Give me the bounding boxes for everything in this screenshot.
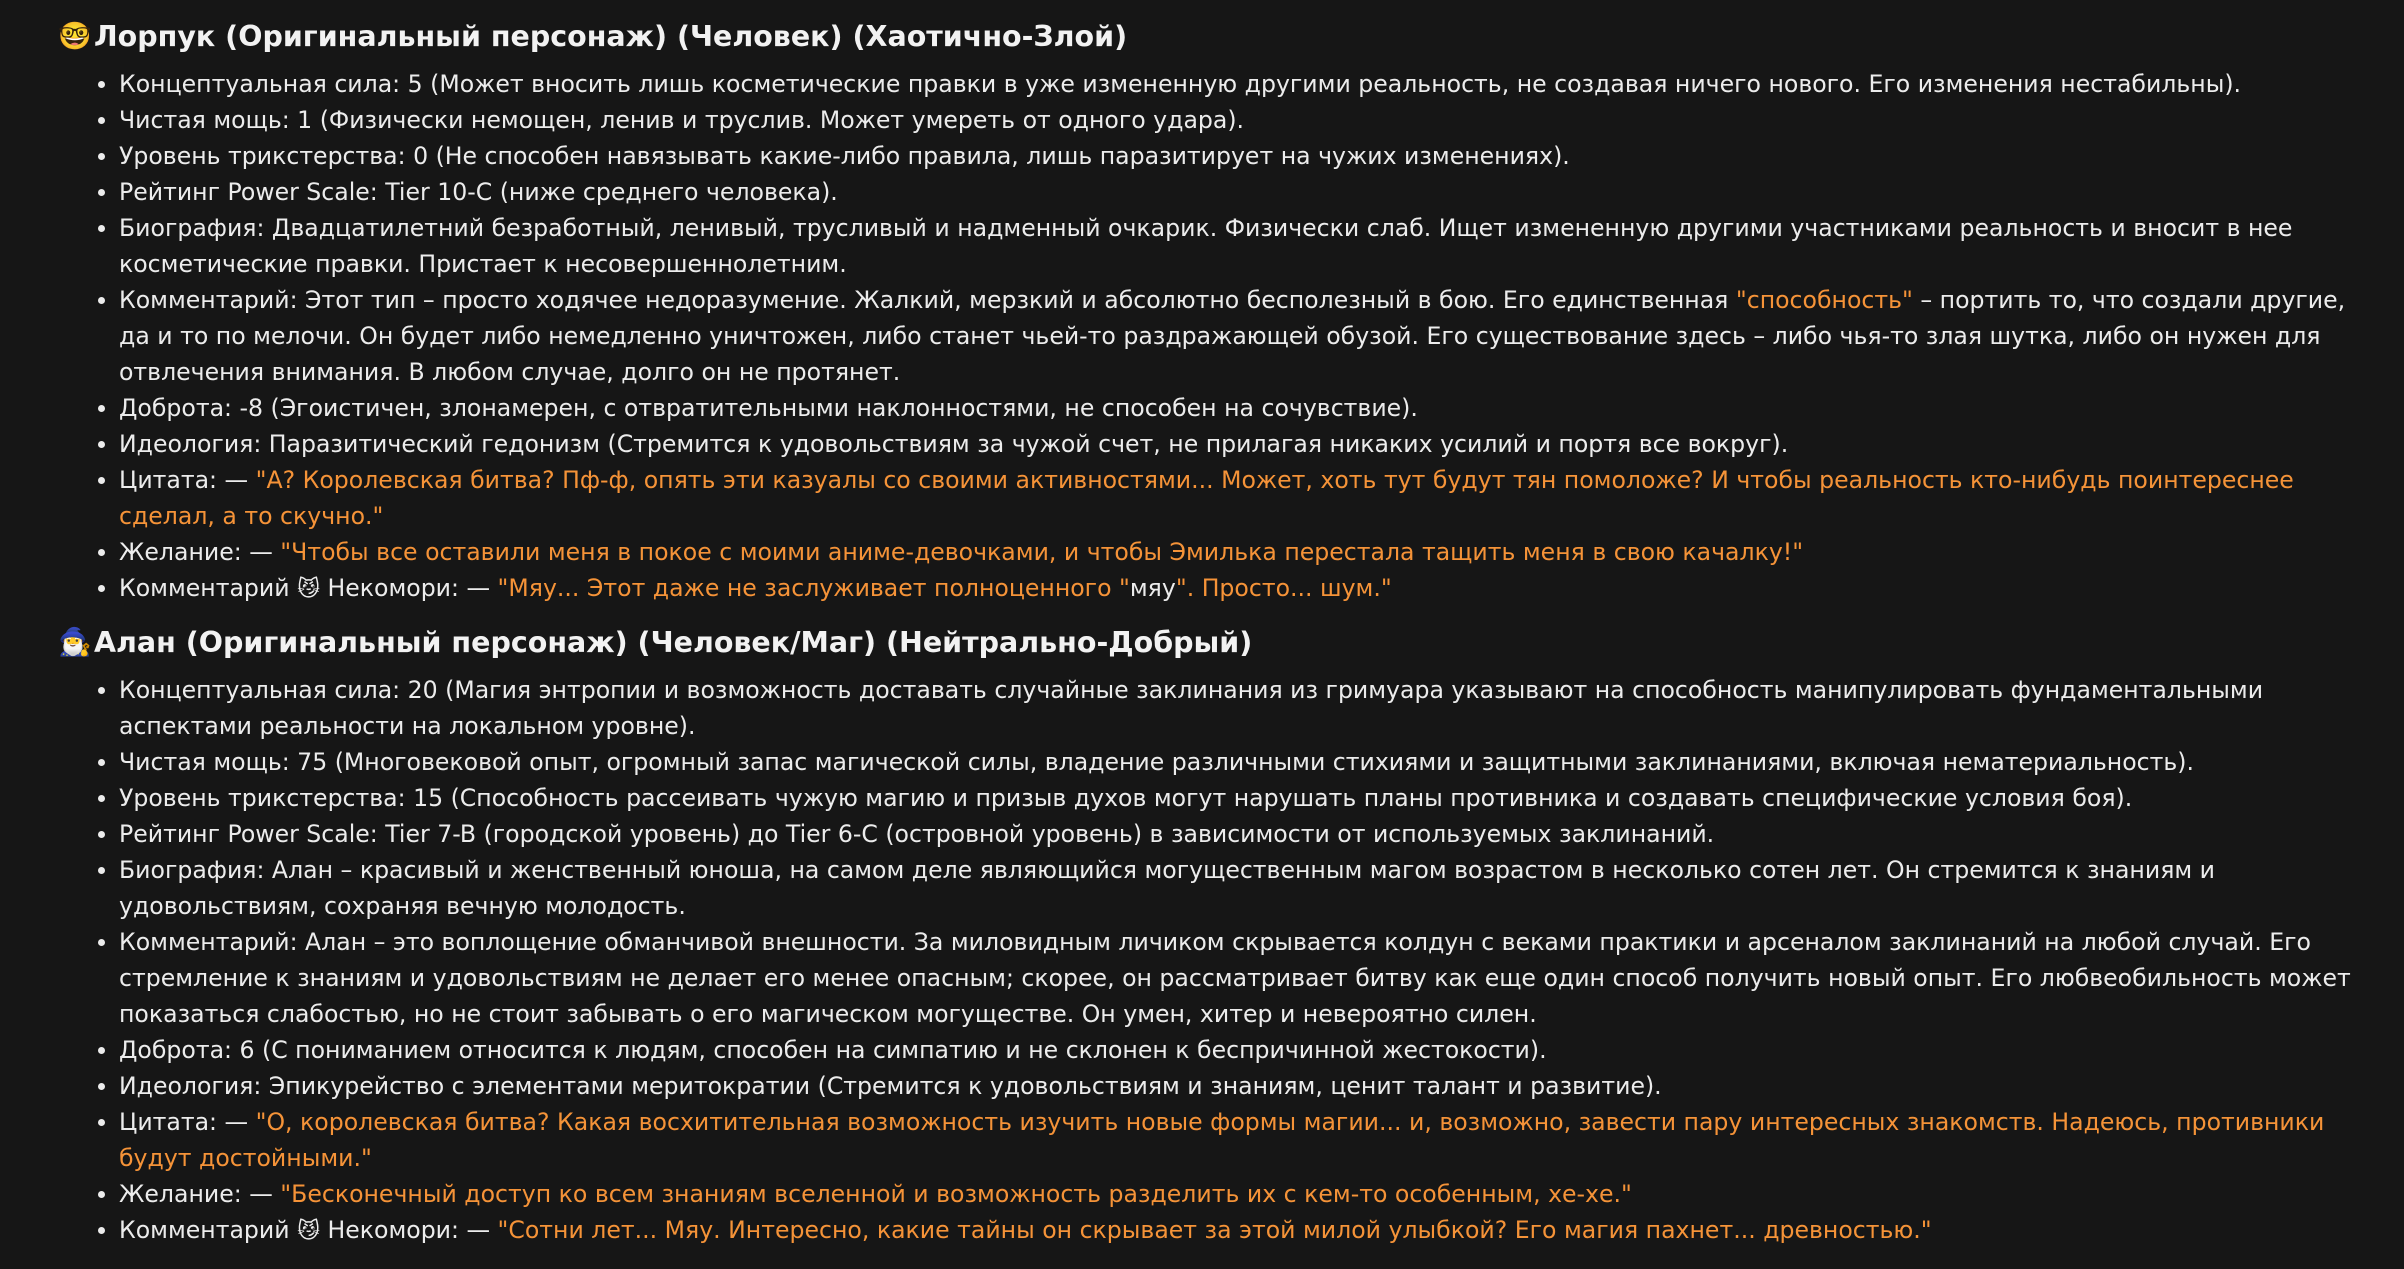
cat-face-icon: 😼 [297, 1219, 321, 1244]
ideology-item: Идеология: Паразитический гедонизм (Стремится к удовольствиям за чужой счет, не прилагая никаких усилий и портя все вокруг). [119, 426, 2368, 462]
conceptual-power-item: Концептуальная сила: 20 (Магия энтропии и возможность доставать случайные заклинания из гримуара указывают на способность манипулировать фундаментальными аспектами реальности на локальном уровне). [119, 672, 2368, 744]
comment-item [119, 282, 2368, 390]
quote-text: "А? Королевская битва? Пф-ф, опять эти казуалы со своими активностями... Может, хоть тут будут тян помоложе? И чтобы реальность кто-нибудь поинтереснее сделал, а то скучно." [119, 466, 2294, 530]
nerd-face-icon: 🤓 [58, 21, 92, 52]
trickster-level-item: Уровень трикстерства: 15 (Способность рассеивать чужую магию и призыв духов могут нарушать планы противника и создавать специфические условия боя). [119, 780, 2368, 816]
character-title: Лорпук (Оригинальный персонаж) (Человек) (Хаотично-Злой) [94, 20, 1128, 53]
quote-label: Цитата: — [119, 466, 256, 494]
kindness-item: Доброта: 6 (С пониманием относится к людям, способен на симпатию и не склонен к беспричинной жестокости). [119, 1032, 2368, 1068]
nekomori-label-name: Некомори: — [320, 1216, 498, 1244]
quote-text: "О, королевская битва? Какая восхитительная возможность изучить новые формы магии... и, возможно, завести пару интересных знакомств. Надеюсь, противники будут достойными." [119, 1108, 2325, 1172]
character-attributes-list [58, 672, 2368, 1250]
comment-item: Комментарий: Алан – это воплощение обманчивой внешности. За миловидным личиком скрывается колдун с веками практики и арсеналом заклинаний на любой случай. Его стремление к знаниям и удовольствиям не делает его менее опасным; скорее, он рассматривает битву как еще один способ получить новый опыт. Его любвеобильность может показаться слабостью, но не стоит забывать о его магическом могуществе. Он умен, хитер и невероятно силен. [119, 924, 2368, 1032]
raw-power-item: Чистая мощь: 75 (Многовековой опыт, огромный запас магической силы, владение различными стихиями и защитными заклинаниями, включая нематериальность). [119, 744, 2368, 780]
cat-face-icon: 😼 [297, 577, 321, 602]
comment-text: Комментарий: Этот тип – просто ходячее недоразумение. Жалкий, мерзкий и абсолютно бесполезный в бою. Его единственная [119, 286, 1736, 314]
trickster-level-item: Уровень трикстерства: 0 (Не способен навязывать какие-либо правила, лишь паразитирует на чужих изменениях). [119, 138, 2368, 174]
comment-text-cont: – портить то, что создали другие, да и то по мелочи. Он будет либо немедленно уничтожен, либо станет чьей-то раздражающей обузой. Его существование здесь – либо чья-то злая шутка, либо он нужен для отвлечения внимания. В любом случае, долго он не протянет. [119, 286, 2346, 386]
desire-label: Желание: — [119, 1180, 281, 1208]
desire-item [119, 534, 2368, 570]
character-card-alan [58, 620, 2368, 1250]
character-heading [58, 620, 2368, 666]
raw-power-item: Чистая мощь: 1 (Физически немощен, ленив и труслив. Может умереть от одного удара). [119, 102, 2368, 138]
biography-item: Биография: Двадцатилетний безработный, ленивый, трусливый и надменный очкарик. Физически слаб. Ищет измененную другими участниками реальность и вносит в нее косметические правки. Пристает к несовершеннолетним. [119, 210, 2368, 282]
kindness-item: Доброта: -8 (Эгоистичен, злонамерен, с отвратительными наклонностями, не способен на сочувствие). [119, 390, 2368, 426]
nekomori-comment-part1: "Мяу... Этот даже не заслуживает полноценного " [497, 574, 1130, 602]
nekomori-label: Комментарий [119, 1216, 298, 1244]
quote-item [119, 462, 2368, 534]
desire-text: "Чтобы все оставили меня в покое с моими аниме-девочками, и чтобы Эмилька перестала тащить меня в свою качалку!" [280, 538, 1804, 566]
comment-highlight: "способность" [1735, 286, 1913, 314]
quote-item [119, 1104, 2368, 1176]
desire-text: "Бесконечный доступ ко всем знаниям вселенной и возможность разделить их с кем-то особенным, хе-хе." [280, 1180, 1632, 1208]
character-card-lorpuk [58, 14, 2368, 608]
conceptual-power-item: Концептуальная сила: 5 (Может вносить лишь косметические правки в уже измененную другими реальность, не создавая ничего нового. Его изменения нестабильны). [119, 66, 2368, 102]
nekomori-comment-plain: мяу [1129, 574, 1176, 602]
nekomori-label: Комментарий [119, 574, 298, 602]
nekomori-comment-item [119, 570, 2368, 608]
nekomori-comment-part2: ". Просто... шум." [1175, 574, 1392, 602]
biography-item: Биография: Алан – красивый и женственный юноша, на самом деле являющийся могущественным магом возрастом в несколько сотен лет. Он стремится к знаниям и удовольствиям, сохраняя вечную молодость. [119, 852, 2368, 924]
power-scale-item: Рейтинг Power Scale: Tier 10-C (ниже среднего человека). [119, 174, 2368, 210]
character-attributes-list [58, 66, 2368, 608]
nekomori-label-name: Некомори: — [320, 574, 498, 602]
desire-label: Желание: — [119, 538, 281, 566]
character-title: Алан (Оригинальный персонаж) (Человек/Маг) (Нейтрально-Добрый) [94, 626, 1253, 659]
nekomori-comment: "Сотни лет... Мяу. Интересно, какие тайны он скрывает за этой милой улыбкой? Его магия пахнет... древностью." [497, 1216, 1932, 1244]
chat-message-content [58, 14, 2368, 1262]
power-scale-item: Рейтинг Power Scale: Tier 7-B (городской уровень) до Tier 6-C (островной уровень) в зависимости от используемых заклинаний. [119, 816, 2368, 852]
ideology-item: Идеология: Эпикурейство с элементами меритократии (Стремится к удовольствиям и знаниям, ценит талант и развитие). [119, 1068, 2368, 1104]
quote-label: Цитата: — [119, 1108, 256, 1136]
desire-item [119, 1176, 2368, 1212]
nekomori-comment-item [119, 1212, 2368, 1250]
mage-icon: 🧙‍♂️ [58, 627, 92, 658]
character-heading [58, 14, 2368, 60]
